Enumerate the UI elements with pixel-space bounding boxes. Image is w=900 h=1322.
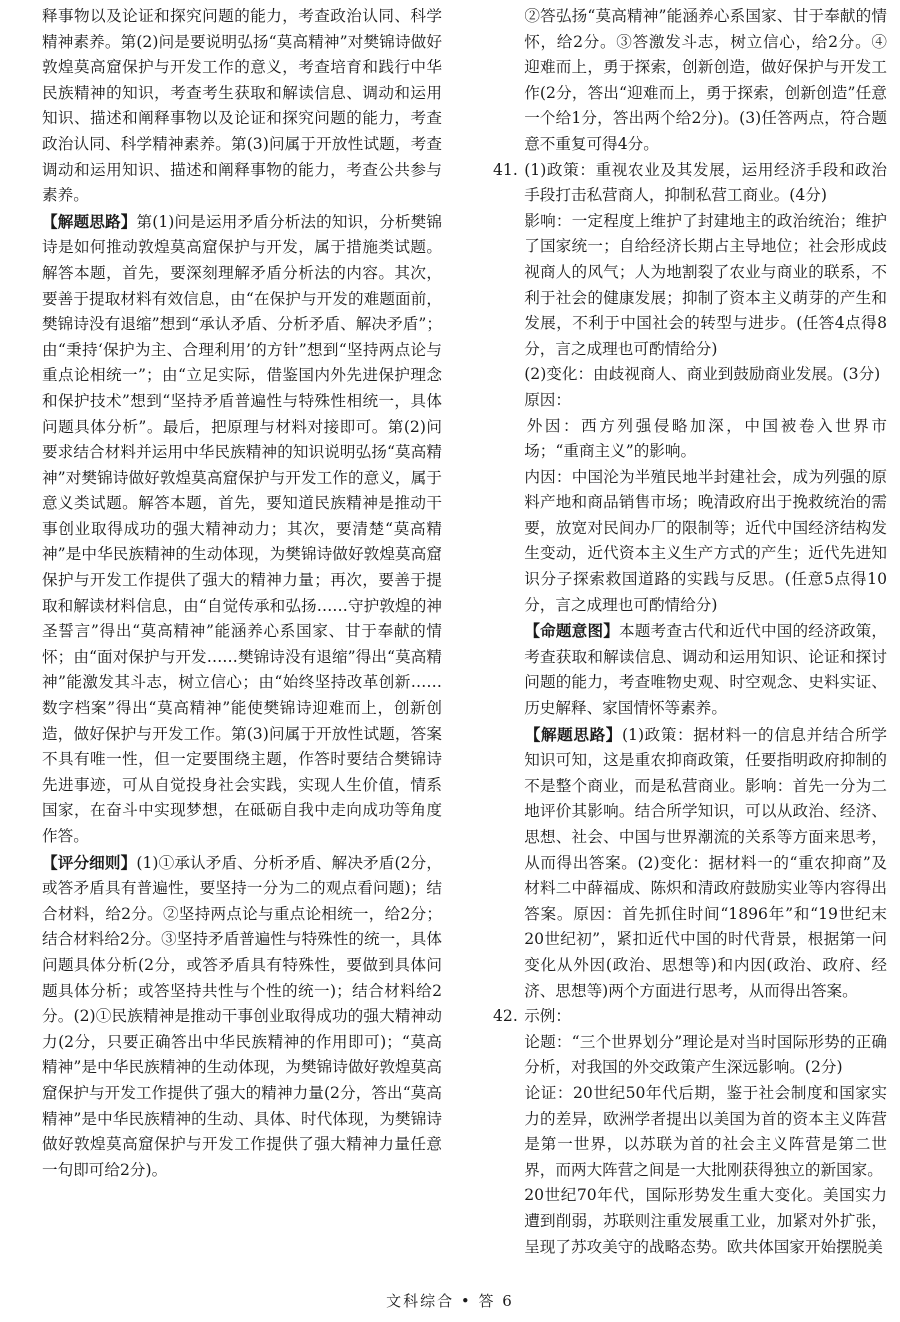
q41-change <box>493 362 887 388</box>
q41-intent-text: 本题考查古代和近代中国的经济政策，考查获取和解读信息、调动和运用知识、论证和探讨问题的能力，考查唯物史观、时空观念、史料实证、历史解释、家国情怀等素养。 <box>524 622 887 718</box>
label-solution-thinking: 【解题思路】 <box>42 211 137 231</box>
q42-thesis <box>493 1030 887 1081</box>
q41-external <box>493 414 887 465</box>
q42-argument-text: 论证：20世纪50年代后期，鉴于社会制度和国家实力的差异，欧洲学者提出以美国为首的资本主义阵营是第一世界，以苏联为首的社会主义阵营是第二世界，而两大阵营之间是一大批刚获得独立的新国家。 <box>524 1083 887 1179</box>
page-footer: 文科综合 • 答 6 <box>386 1292 514 1310</box>
q41-policy: (1)政策：重视农业及其发展，运用经济手段和政治手段打击私营商人，抑制私营工商业。(4分) <box>524 160 887 205</box>
scoring-rules-text: (1)①承认矛盾、分析矛盾、解决矛盾(2分，或答矛盾具有普遍性，要坚持一分为二的观点看问题)；结合材料，给2分。②坚持两点论与重点论相统一，给2分；结合材料给2分。③坚持矛盾普遍性与特殊性的统一，具体问题具体分析(2分，或答矛盾具有特殊性，要做到具体问题具体分析；或答坚持共性与个性的统一)；结合材料给2分。(2)①民族精神是推动干事创业取得成功的强大精神动力(2分，只要正确答出中华民族精神的作用即可)；“莫高精神”是中华民族精神的生动体现，为樊锦诗做好敦煌莫高窟保护与开发工作提供了强大的精神力量(2分，答出“莫高精神”是中华民族精神的生动、具体、时代体现，为樊锦诗做好敦煌莫高窟保护与开发工作提供了强大精神力量任意一句即可给2分)。 <box>42 853 442 1179</box>
q41-impact <box>493 209 887 363</box>
q42-argument <box>493 1081 887 1183</box>
question-41-number: 41. <box>493 160 518 179</box>
right-paragraph-continued <box>493 4 887 158</box>
q42-argument-cont-text: 20世纪70年代，国际形势发生重大变化。美国实力遭到削弱，苏联则注重发展重工业，加紧对外扩张，呈现了苏攻美守的战略态势。欧共体国家开始摆脱美 <box>524 1186 887 1256</box>
question-41 <box>493 158 887 209</box>
question-42-number: 42. <box>493 1007 518 1026</box>
q42-argument-cont <box>493 1183 887 1260</box>
q41-reason-text: 原因： <box>524 390 571 409</box>
q41-internal-text: 内因：中国沦为半殖民地半封建社会，成为列强的原料产地和商品销售市场；晚清政府出于挽救统治的需要，放宽对民间办厂的限制等；近代中国经济结构发生变动，近代资本主义生产方式的产生；近代先进知识分子探索救国道路的实践与反思。(任意5点得10分，言之成理也可酌情给分) <box>524 467 887 614</box>
q41-change-text: (2)变化：由歧视商人、商业到鼓励商业发展。(3分) <box>524 365 881 384</box>
q41-thinking-text: (1)政策：据材料一的信息并结合所学知识可知，这是重农抑商政策，任要指明政府抑制的不是整个商业，而是私营商业。影响：首先一分为二地评价其影响。结合所学知识，可以从政治、经济、思想、社会、中国与世界潮流的关系等方面来思考，从而得出答案。(2)变化：据材料一的“重农抑商”及材料二中薛福成、陈炽和清政府鼓励实业等内容得出答案。原因：首先抓住时间“1896年”和“19世纪末20世纪初”，紧扣近代中国的时代背景，根据第一问变化从外因(政治、思想等)和内因(政治、政府、经济、思想等)两个方面进行思考，从而得出答案。 <box>524 725 887 1000</box>
column-divider <box>466 4 467 1274</box>
q41-impact-text: 影响：一定程度上维护了封建地主的政治统治；维护了国家统一；自给经济长期占主导地位；社会形成歧视商人的风气；人为地割裂了农业与商业的联系，不利于社会的健康发展；抑制了资本主义萌芽的产生和发展，不利于中国社会的转型与进步。(任答4点得8分，言之成理也可酌情给分) <box>524 211 887 358</box>
q41-intent <box>493 618 887 721</box>
label-intent: 【命题意图】 <box>524 621 620 641</box>
q42-thesis-text: 论题：“三个世界划分”理论是对当时国际形势的正确分析，对我国的外交政策产生深远影响。(2分) <box>524 1032 887 1077</box>
q41-external-text: 外因：西方列强侵略加深，中国被卷入世界市场；“重商主义”的影响。 <box>524 416 887 461</box>
q41-thinking <box>493 722 887 1005</box>
solution-thinking-text: 第(1)问是运用矛盾分析法的知识，分析樊锦诗是如何推动敦煌莫高窟保护与开发，属于措施类试题。解答本题，首先，要深刻理解矛盾分析法的内容。其次，要善于提取材料有效信息，由“在保护与开发的难题面前，樊锦诗没有退缩”想到“承认矛盾、分析矛盾、解决矛盾”；由“秉持‘保护为主、合理利用’的方针”想到“坚持两点论与重点论相统一”；由“立足实际，借鉴国内外先进保护理念和保护技术”想到“坚持矛盾普遍性与特殊性相统一，具体问题具体分析”。最后，把原理与材料对接即可。第(2)问要求结合材料并运用中华民族精神的知识说明弘扬“莫高精神”对樊锦诗做好敦煌莫高窟保护与开发工作的意义，属于意义类试题。解答本题，首先，要知道民族精神是推动干事创业取得成功的强大精神动力；其次，要清楚“莫高精神”是中华民族精神的生动体现，为樊锦诗做好敦煌莫高窟保护与开发工作提供了强大的精神力量；再次，要善于提取和解读材料信息，由“自觉传承和弘扬……守护敦煌的神圣誓言”得出“莫高精神”能涵养心系国家、甘于奉献的情怀；由“面对保护与开发……樊锦诗没有退缩”得出“莫高精神”能激发其斗志，树立信心；由“始终坚持改革创新……数字档案”得出“莫高精神”能使樊锦诗迎难而上，创新创造，做好保护与开发工作。第(3)问属于开放性试题，答案不具有唯一性，但一定要围绕主题，作答时要结合樊锦诗先进事迹，可从自觉投身社会实践，实现人生价值，情系国家，在奋斗中实现梦想，在砥砺自我中走向成功等角度作答。 <box>42 212 442 845</box>
left-paragraph-thinking <box>42 209 442 850</box>
scoring-continued-text: ②答弘扬“莫高精神”能涵养心系国家、甘于奉献的情怀，给2分。③答激发斗志，树立信心，给2分。④迎难而上，勇于探索，创新创造，做好保护与开发工作(2分，答出“迎难而上，勇于探索，创新创造”任意一个给1分，答出两个给2分)。(3)任答两点，符合题意不重复可得4分。 <box>524 7 887 153</box>
left-paragraph-scoring <box>42 850 442 1184</box>
right-column <box>493 4 887 1260</box>
label-scoring-rules: 【评分细则】 <box>42 852 137 872</box>
q41-reason <box>493 388 887 414</box>
left-paragraph-intent: 释事物以及论证和探究问题的能力，考查政治认同、科学精神素养。第(2)问是要说明弘扬“莫高精神”对樊锦诗做好敦煌莫高窟保护与开发工作的意义，考查培育和践行中华民族精神的知识，考查考生获取和解读信息、调动和运用知识、描述和阐释事物以及论证和探究问题的能力，考查政治认同、科学精神素养。第(3)问属于开放性试题，考查调动和运用知识、描述和阐释事物的能力，考查公共参与素养。 <box>42 7 442 205</box>
q42-example: 示例： <box>524 1007 571 1026</box>
question-42 <box>493 1004 887 1030</box>
q41-internal <box>493 465 887 619</box>
left-column <box>42 4 442 1183</box>
label-thinking: 【解题思路】 <box>524 724 622 744</box>
